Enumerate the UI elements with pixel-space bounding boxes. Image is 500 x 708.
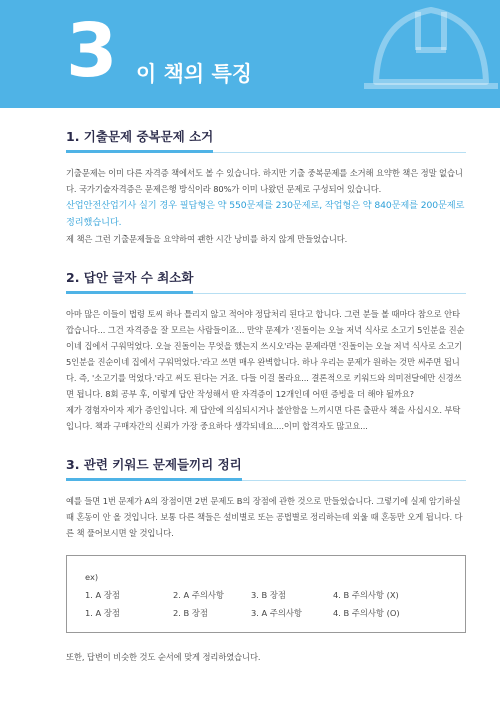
example-cell: 1. A 장점: [85, 608, 120, 618]
paragraph: 아마 많은 이들이 법령 토씨 하나 틀리지 않고 적어야 정답처리 된다고 합니다. 그런 분들 볼 때마다 참으로 안타깝습니다... 그건 자격증을 잘 모르는 사람들이죠... 만약 문제가 '진돌이는 오늘 저녁 식사로 소고기 5인분을 진순이네 집에서 구워먹었다. 오늘 진돌이는 무엇을 했는지 쓰시오'라는 문제라면 '진돌이는 오늘 저녁 식사로 소고기 5인분을 진순이네 집에서 구워먹었다.'라고 쓰면 매우 완벽합니다. 하나 우리는 문제가 원하는 것만 써주면 됩니다. 즉, '소고기를 먹었다.'라고 써도 된다는 거죠. 다들 이걸 몰라요... 결론적으로 키워드와 의미전달에만 신경쓰면 됩니다. 8회 공부 후, 이렇게 답안 작성해서 딴 자격증이 12개인데 어떤 증빙을 더 해야 될까요?: [66, 309, 465, 399]
example-cell: 4. B 주의사항 (X): [333, 590, 399, 600]
example-cell: 4. B 주의사항 (O): [333, 608, 400, 618]
paragraph: 예를 들면 1번 문제가 A의 장점이면 2번 문제도 B의 장점에 관한 것으로 만들었습니다. 그렇기에 실제 암기하실 때 혼동이 안 올 것입니다. 보통 다른 책들은 설비별로 또는 공법별로 정리하는데 외울 때 혼동만 오게 됩니다. 다른 책 풀어보시면 알 것입니다.: [66, 496, 463, 538]
paragraph: 기출문제는 이미 다른 자격증 책에서도 볼 수 있습니다. 하지만 기출 중복문제를 소거해 요약한 책은 정말 없습니다. 국가기술자격증은 문제은행 방식이라 80%가 이미 나왔던 문제로 구성되어 있습니다.: [66, 168, 463, 194]
example-cell: 3. B 장점: [251, 590, 286, 600]
chapter-title: 이 책의 특징: [136, 62, 253, 86]
section-title: 2. 답안 글자 수 최소화: [66, 268, 193, 294]
section-heading: [66, 267, 466, 294]
safety-helmet-icon: [356, 0, 500, 100]
section-heading: [66, 126, 466, 153]
highlight-text: 산업안전산업기사 실기 경우 필답형은 약 550문제를 230문제로, 작업형은 약 840문제를 200문제로 정리했습니다.: [66, 200, 465, 228]
page-content: [66, 126, 466, 685]
section-heading: [66, 454, 466, 481]
example-cell: 2. A 주의사항: [173, 590, 224, 600]
paragraph: 제 책은 그런 기출문제들을 요약하여 괜한 시간 낭비를 하지 않게 만들었습니다.: [66, 234, 348, 244]
example-cell: 2. B 장점: [173, 608, 208, 618]
example-box: [66, 555, 466, 633]
section-title: 1. 기출문제 중복문제 소거: [66, 127, 213, 153]
example-label: ex): [85, 572, 99, 582]
section-2: [66, 267, 466, 434]
paragraph: 제가 경험자이자 제가 증인입니다. 제 답안에 의심되시거나 불안함을 느끼시면 다른 출판사 책을 사십시오. 부탁입니다. 책과 구매자간의 신뢰가 가장 중요하다 생각되네요....이미 합격자도 많고요...: [66, 405, 461, 431]
example-row: [85, 604, 447, 622]
chapter-banner: [0, 0, 500, 108]
example-cell: 3. A 주의사항: [251, 608, 302, 618]
example-cell: 1. A 장점: [85, 590, 120, 600]
example-row: [85, 586, 447, 604]
paragraph: 또한, 답변이 비슷한 것도 순서에 맞게 정리하였습니다.: [66, 652, 261, 662]
section-3: [66, 454, 466, 665]
example-label-row: [85, 568, 447, 586]
section-title: 3. 관련 키워드 문제들끼리 정리: [66, 455, 242, 481]
section-1: [66, 126, 466, 247]
chapter-number: 3: [66, 8, 116, 94]
